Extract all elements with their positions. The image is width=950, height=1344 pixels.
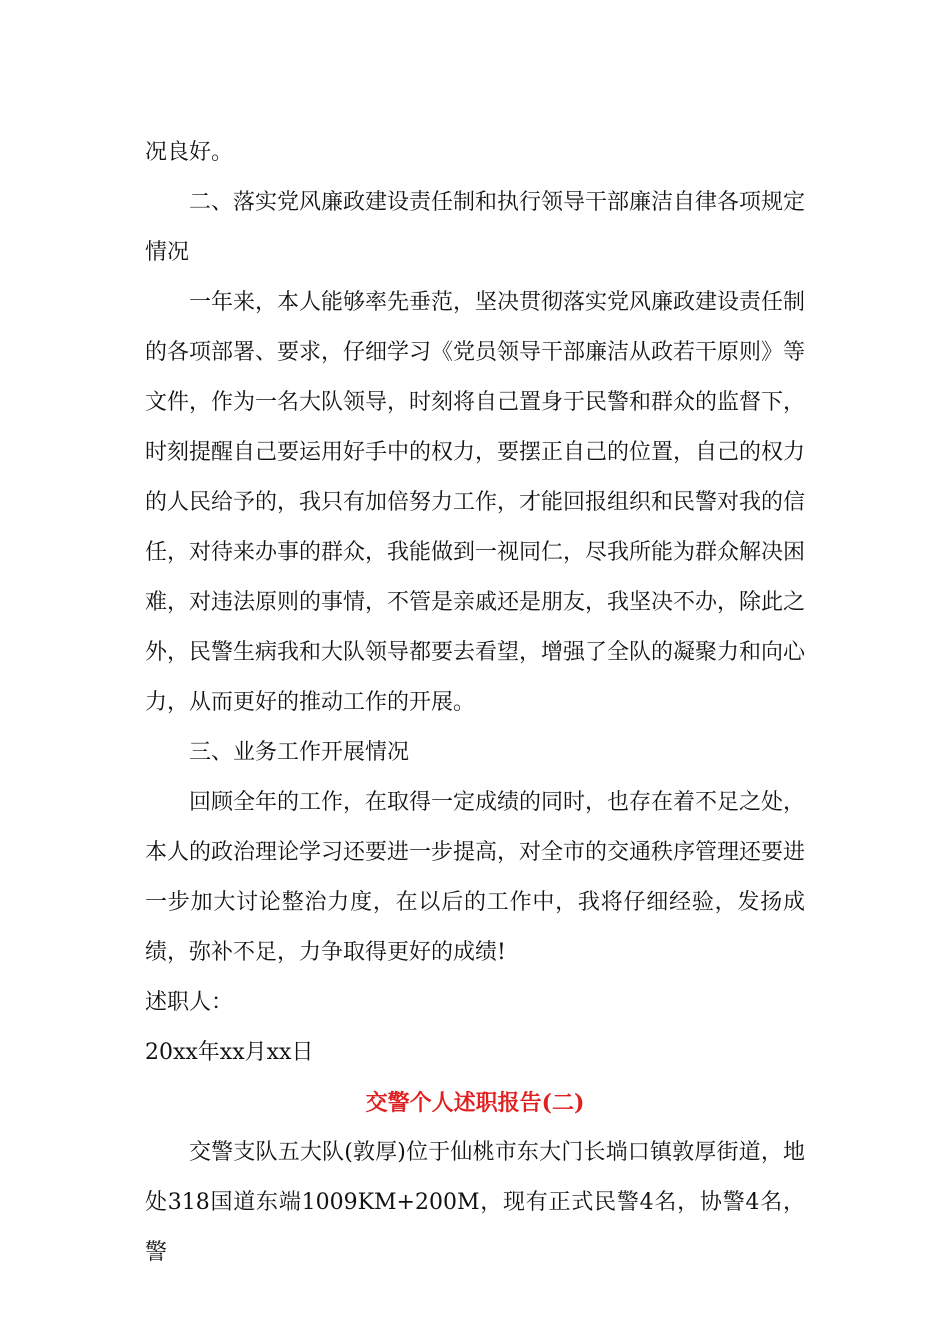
paragraph-brigade-intro: 交警支队五大队(敦厚)位于仙桃市东大门长埫口镇敦厚街道，地处318国道东端1009KM+200M，现有正式民警4名，协警4名，警: [145, 1140, 805, 1265]
paragraph-continuation: 况良好。: [145, 140, 234, 165]
report-title: 交警个人述职报告(二): [365, 1090, 585, 1116]
signer-label: 述职人：: [145, 990, 234, 1015]
paragraph-integrity: 一年来，本人能够率先垂范，坚决贯彻落实党风廉政建设责任制的各项部署、要求，仔细学习《党员领导干部廉洁从政若干原则》等文件，作为一名大队领导，时刻将自己置身于民警和群众的监督下，时刻提醒自己要运用好手中的权力，要摆正自己的位置，自己的权力的人民给予的，我只有加倍努力工作，才能回报组织和民警对我的信任，对待来办事的群众，我能做到一视同仁，尽我所能为群众解决困难，对违法原则的事情，不管是亲戚还是朋友，我坚决不办，除此之外，民警生病我和大队领导都要去看望，增强了全队的凝聚力和向心力，从而更好的推动工作的开展。: [145, 290, 806, 715]
paragraph-review: 回顾全年的工作，在取得一定成绩的同时，也存在着不足之处，本人的政治理论学习还要进一步提高，对全市的交通秩序管理还要进一步加大讨论整治力度，在以后的工作中，我将仔细经验，发扬成绩，弥补不足，力争取得更好的成绩!: [145, 790, 806, 965]
report-date: 20xx年xx月xx日: [145, 1040, 314, 1065]
document-body: [145, 128, 805, 1278]
section-heading-two: 二、落实党风廉政建设责任制和执行领导干部廉洁自律各项规定情况: [145, 190, 806, 265]
section-heading-three: 三、业务工作开展情况: [189, 740, 410, 765]
